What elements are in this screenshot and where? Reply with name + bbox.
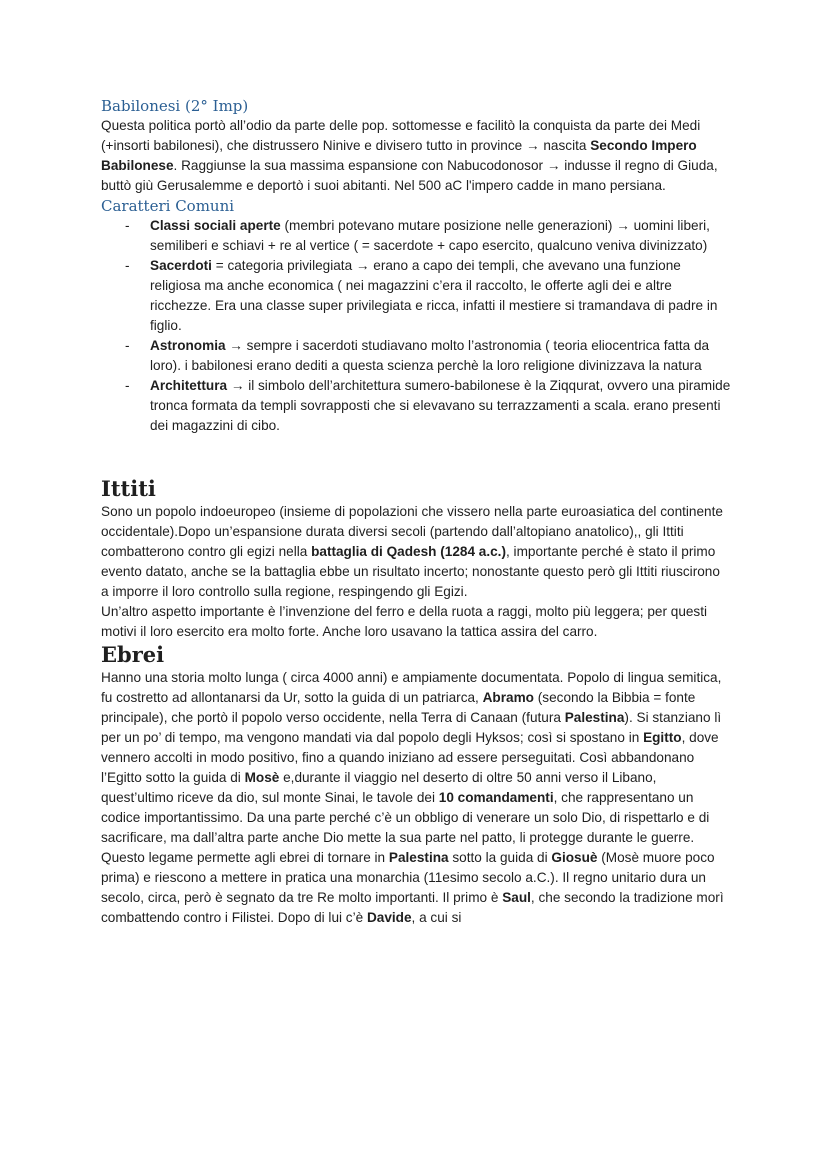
bold-text: Abramo	[482, 690, 534, 705]
document-page	[101, 96, 731, 928]
caratteri-list	[101, 216, 731, 436]
bold-text: 10 comandamenti	[438, 790, 554, 805]
list-item: - Sacerdoti = categoria privilegiata → erano a capo dei templi, che avevano una funzione religiosa ma anche economica ( nei magazzini c’era il raccolto, le offerte agli dei e altre ricchezze. Era una classe super privilegiata e ricca, infatti il mestiere si tramandava di padre in figlio.	[125, 258, 718, 333]
text-run: (Mosè muore poco prima) e riescono a mettere in pratica una monarchia (11esimo secolo a.C.). Il regno unitario dura un secolo, circa, però è segnato da tre Re molto importanti. Il primo è	[101, 850, 715, 905]
text-run: ). Si stanziano lì per un po’ di tempo, ma vengono mandati via dal popolo degli Hyksos; così si spostano in	[101, 710, 722, 745]
bold-text: Giosuè	[551, 850, 598, 865]
text-run: Sono un popolo indoeuropeo (insieme di popolazioni che vissero nella parte euroasiatica del continente occidentale).Dopo un’espansione durata diversi secoli (partendo dall’altopiano anatolico),, gli Ittiti combatterono contro gli egizi nella	[101, 504, 723, 559]
paragraph-babilonesi	[101, 116, 731, 196]
bold-text: Mosè	[244, 770, 280, 785]
list-item: - Architettura → il simbolo dell’architettura sumero-babilonese è la Ziqqurat, ovvero una piramide tronca formata da templi sovrapposti che si elevavano su terrazzamenti a scala. erano presenti dei magazzini di cibo.	[125, 378, 731, 433]
text-run: . Raggiunse la sua massima espansione con Nabucodonosor → indusse il regno di Giuda, buttò giù Gerusalemme e deportò i suoi abitanti. Nel 500 aC l'impero cadde in mano persiana.	[101, 158, 718, 193]
heading-babilonesi: Babilonesi (2° Imp)	[101, 97, 249, 115]
heading-caratteri-comuni: Caratteri Comuni	[101, 197, 235, 215]
heading-ebrei: Ebrei	[101, 642, 165, 667]
text-run: , che secondo la tradizione morì combattendo contro i Filistei. Dopo di lui c’è	[101, 890, 724, 925]
bold-text: Palestina	[564, 710, 625, 725]
text-run: , importante perché è stato il primo evento datato, anche se la battaglia ebbe un risultato incerto; nonostante questo però gli Ittiti riuscirono a imporre il loro controllo sulla regione, respingendo gli Egizi.	[101, 544, 720, 599]
text-run: sotto la guida di	[448, 850, 552, 865]
text-run: , che rappresentano un codice importantissimo. Da una parte perché c’è un obbligo di venerare un solo Dio, di rispettarlo e di sacrificare, ma dall’altra parte anche Dio mette la sua parte nel patto, li protegge durante le guerre. Questo legame permette agli ebrei di tornare in	[101, 790, 710, 865]
list-item: - Classi sociali aperte (membri potevano mutare posizione nelle generazioni) → uomini liberi, semiliberi e schiavi + re al vertice ( = sacerdote + capo esercito, qualcuno veniva divinizzato)	[125, 218, 710, 253]
spacer	[101, 436, 731, 476]
heading-ittiti: Ittiti	[101, 476, 156, 501]
bold-text: Egitto	[643, 730, 682, 745]
bold-text: Davide	[366, 910, 412, 925]
list-item: - Astronomia → sempre i sacerdoti studiavano molto l’astronomia ( teoria eliocentrica fatta da loro). i babilonesi erano dediti a questa scienza perchè la loro religione divinizzava la natura	[125, 338, 710, 373]
bold-text: Palestina	[388, 850, 449, 865]
text-run: , dove vennero accolti in modo positivo, fino a quando iniziano ad essere perseguitati. Così abbandonano l’Egitto sotto la guida di	[101, 730, 719, 785]
text-run: (secondo la Bibbia = fonte principale), che portò il popolo verso occidente, nella Terra di Canaan (futura	[101, 690, 696, 725]
paragraph-ebrei	[101, 668, 731, 928]
text-run: , a cui si	[411, 910, 462, 925]
paragraph-ittiti-2	[101, 602, 731, 642]
bold-text: battaglia di Qadesh (1284 a.c.)	[311, 544, 506, 559]
text-run: e,durante il viaggio nel deserto di oltre 50 anni verso il Libano, quest’ultimo riceve da dio, sul monte Sinai, le tavole dei	[101, 770, 657, 805]
text-run: Questa politica portò all’odio da parte delle pop. sottomesse e facilitò la conquista da parte dei Medi (+insorti babilonesi), che distrussero Ninive e divisero tutto in province → nascita	[101, 118, 701, 153]
bold-text: Secondo Impero Babilonese	[101, 138, 697, 173]
text-run: Hanno una storia molto lunga ( circa 4000 anni) e ampiamente documentata. Popolo di lingua semitica, fu costretto ad allontanarsi da Ur, sotto la guida di un patriarca,	[101, 670, 722, 705]
paragraph-ittiti-1	[101, 502, 731, 602]
bold-text: Saul	[502, 890, 531, 905]
text-run: Un’altro aspetto importante è l’invenzione del ferro e della ruota a raggi, molto più leggera; per questi motivi il loro esercito era molto forte. Anche loro usavano la tattica assira del carro.	[101, 604, 708, 639]
